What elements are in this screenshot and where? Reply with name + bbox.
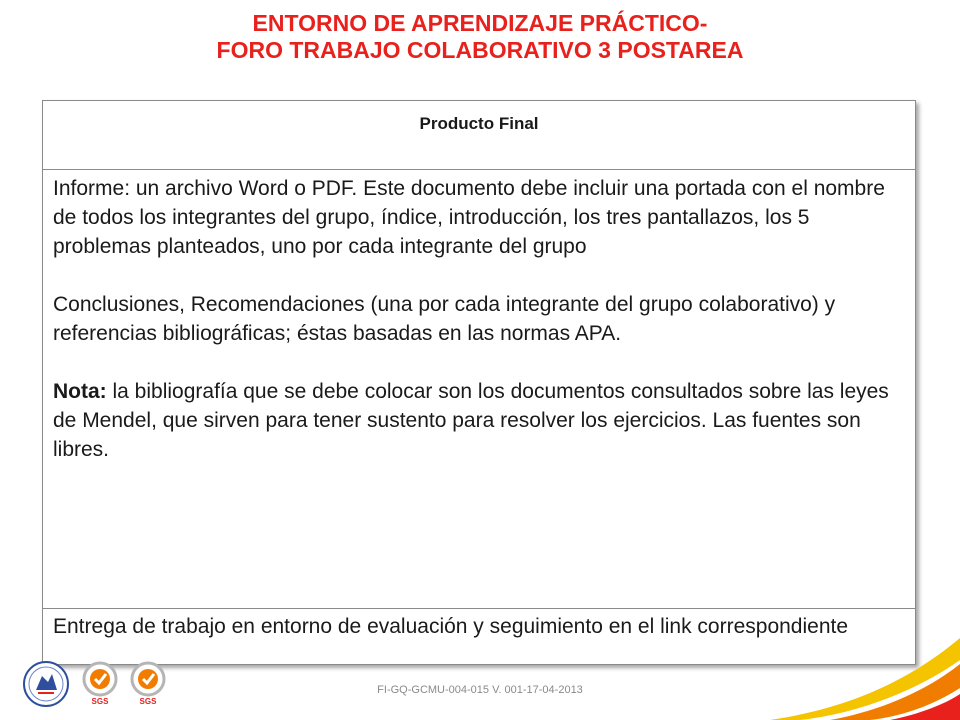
note-label: Nota:	[53, 380, 107, 403]
sgs-certification-logo	[78, 660, 122, 706]
document-code: FI-GQ-GCMU-004-015 V. 001-17-04-2013	[377, 684, 583, 696]
title-line-1: ENTORNO DE APRENDIZAJE PRÁCTICO-	[252, 10, 708, 36]
table-body-text	[53, 174, 898, 464]
title-line-2: FORO TRABAJO COLABORATIVO 3 POSTAREA	[216, 37, 744, 63]
note-text: la bibliografía que se debe colocar son los documentos consultados sobre las leyes de Mendel, que sirven para tener sustento para resolver los ejercicios. Las fuentes son libres.	[53, 380, 889, 461]
sgs-label-2: SGS	[139, 697, 157, 706]
table-header: Producto Final	[419, 114, 539, 133]
decorative-swoosh	[740, 630, 960, 720]
table-header-row	[43, 101, 915, 170]
content-table	[42, 100, 916, 665]
sgs-certification-logo-2	[126, 660, 170, 706]
sgs-label-1: SGS	[91, 697, 109, 706]
paragraph-informe: Informe: un archivo Word o PDF. Este documento debe incluir una portada con el nombre de todos los integrantes del grupo, índice, introducción, los tres pantallazos, los 5 problemas planteados, uno por cada integrante del grupo	[53, 177, 885, 258]
paragraph-nota	[53, 377, 898, 464]
table-footer-text: Entrega de trabajo en entorno de evaluación y seguimiento en el link correspondiente	[53, 615, 849, 638]
paragraph-conclusiones: Conclusiones, Recomendaciones (una por cada integrante del grupo colaborativo) y referencias bibliográficas; éstas basadas en las normas APA.	[53, 293, 836, 345]
table-body-row	[43, 170, 915, 609]
page-title	[0, 10, 960, 64]
